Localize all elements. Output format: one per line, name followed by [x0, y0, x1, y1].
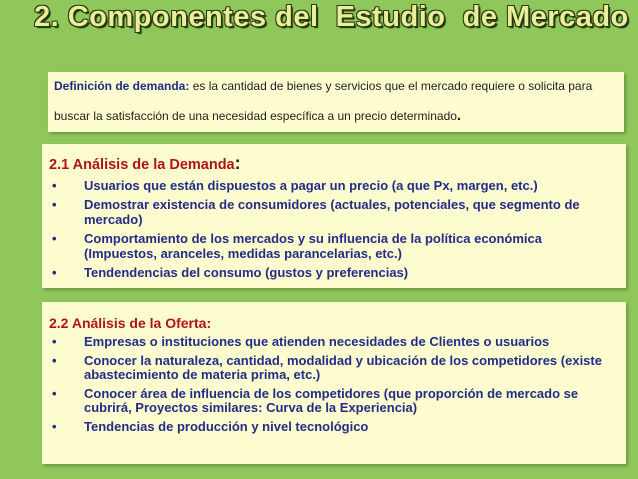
list-item-text: Conocer la naturaleza, cantidad, modalidad y ubicación de los competidores (existe abastecimiento de materia prima, etc.) [84, 352, 602, 382]
bullet-icon: • [52, 230, 57, 246]
demand-heading-text: 2.1 Análisis de la Demanda [49, 157, 235, 173]
list-item [42, 265, 626, 281]
bullet-icon: • [52, 418, 57, 434]
list-item-text: Tendendencias del consumo (gustos y preferencias) [84, 264, 409, 280]
supply-list [42, 335, 626, 438]
bullet-icon: • [52, 178, 57, 193]
supply-analysis-box [42, 302, 626, 464]
definition-text: es la cantidad de bienes y servicios que el mercado requiere o solicita para buscar la satisfacción de una necesidad específica a un precio determinado [54, 79, 593, 123]
list-item [42, 335, 626, 350]
list-item-text: Empresas o instituciones que atienden necesidades de Clientes o usuarios [84, 334, 550, 349]
supply-heading [49, 315, 211, 331]
list-item [42, 354, 626, 383]
list-item [42, 420, 626, 435]
list-item [42, 178, 626, 194]
list-item [42, 231, 626, 262]
slide-title: 2. Componentes del Estudio de Mercado [34, 1, 629, 33]
list-item-text: Comportamiento de los mercados y su influencia de la política económica (Impuestos, aranceles, medidas parancelarias, etc.) [84, 230, 543, 261]
demand-heading-colon: : [234, 153, 241, 173]
definition-label: Definición de demanda: [54, 79, 190, 93]
bullet-icon: • [52, 352, 57, 368]
demand-analysis-box [42, 144, 626, 288]
definition-box [48, 72, 624, 132]
bullet-icon: • [52, 334, 57, 349]
list-item-text: Demostrar existencia de consumidores (actuales, potenciales, que segmento de mercado) [84, 196, 580, 227]
definition-end: . [456, 107, 462, 124]
demand-list [42, 178, 626, 283]
supply-heading-text: 2.2 Análisis de la Oferta [49, 315, 207, 331]
list-item [42, 197, 626, 228]
bullet-icon: • [52, 385, 57, 401]
list-item [42, 387, 626, 416]
list-item-text: Conocer área de influencia de los competidores (que proporción de mercado se cubrirá, Proyectos similares: Curva de la Experiencia) [84, 385, 579, 415]
bullet-icon: • [52, 196, 57, 212]
list-item-text: Usuarios que están dispuestos a pagar un precio (a que Px, margen, etc.) [84, 178, 538, 193]
list-item-text: Tendencias de producción y nivel tecnológico [84, 418, 369, 434]
supply-heading-colon: : [206, 315, 212, 331]
bullet-icon: • [52, 264, 57, 280]
demand-heading [49, 153, 241, 174]
